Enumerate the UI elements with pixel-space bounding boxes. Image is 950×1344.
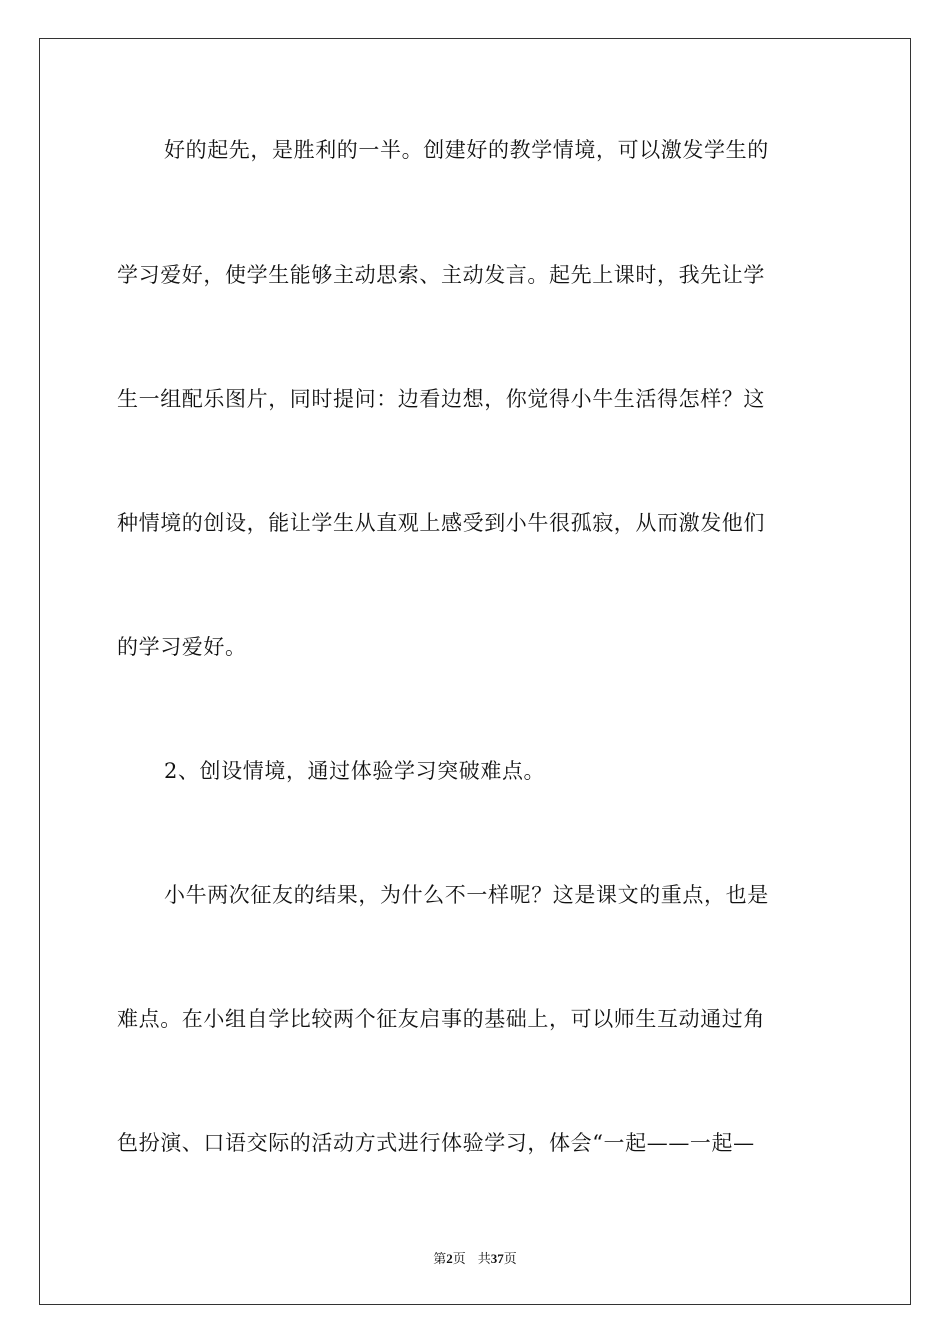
paragraph-line: 的学习爱好。 [117, 635, 247, 659]
page-prefix: 第 [433, 1252, 447, 1267]
page-border [39, 38, 911, 1305]
total-prefix: 共 [477, 1252, 491, 1267]
total-suffix: 页 [503, 1252, 517, 1267]
section-heading: 2、创设情境，通过体验学习突破难点。 [164, 759, 546, 783]
total-pages: 37 [490, 1251, 504, 1266]
paragraph-line: 生一组配乐图片，同时提问：边看边想，你觉得小牛生活得怎样？这 [117, 387, 765, 411]
paragraph-line: 小牛两次征友的结果，为什么不一样呢？这是课文的重点，也是 [164, 883, 769, 907]
paragraph-line: 色扮演、口语交际的活动方式进行体验学习，体会“一起——一起— [117, 1131, 755, 1155]
paragraph-line: 难点。在小组自学比较两个征友启事的基础上，可以师生互动通过角 [117, 1007, 765, 1031]
page-suffix: 页 [452, 1252, 466, 1267]
paragraph-line: 好的起先，是胜利的一半。创建好的教学情境，可以激发学生的 [164, 138, 769, 162]
paragraph-line: 种情境的创设，能让学生从直观上感受到小牛很孤寂，从而激发他们 [117, 511, 765, 535]
page-number: 2 [446, 1251, 453, 1266]
paragraph-line: 学习爱好，使学生能够主动思索、主动发言。起先上课时，我先让学 [117, 263, 765, 287]
page-footer [0, 1248, 950, 1267]
